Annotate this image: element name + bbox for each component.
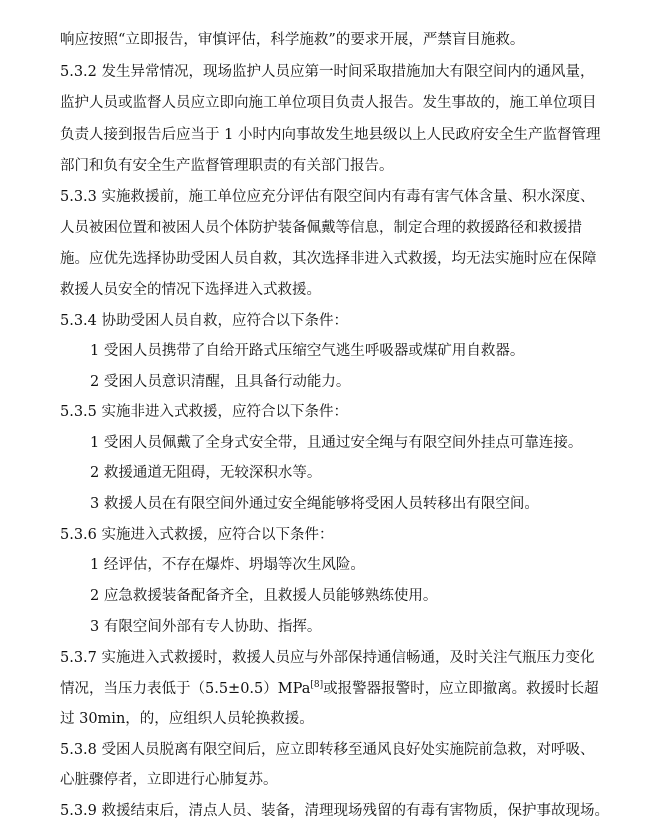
clause-5-3-2-line-2: 监护人员或监督人员应立即向施工单位项目负责人报告。发生事故的，施工单位项目: [60, 95, 597, 111]
clause-5-3-6-item-1: 1 经评估，不存在爆炸、坍塌等次生风险。: [90, 557, 365, 573]
clause-5-3-2-line-1: 5.3.2 发生异常情况，现场监护人员应第一时间采取措施加大有限空间内的通风量，: [60, 64, 595, 80]
clause-5-3-6-heading: 5.3.6 实施进入式救援，应符合以下条件：: [60, 527, 334, 543]
text-line: 响应按照“立即报告，审慎评估，科学施救”的要求开展，严禁盲目施救。: [60, 32, 525, 48]
clause-5-3-8-line-2: 心脏骤停者，立即进行心肺复苏。: [60, 772, 278, 788]
reference-mark: [8]: [310, 680, 324, 691]
clause-5-3-4-item-1: 1 受困人员携带了自给开路式压缩空气逃生呼吸器或煤矿用自救器。: [90, 343, 525, 359]
clause-5-3-5-item-2: 2 救援通道无阻碍，无较深积水等。: [90, 465, 322, 481]
clause-5-3-6-item-2: 2 应急救援装备配备齐全，且救援人员能够熟练使用。: [90, 588, 438, 604]
clause-5-3-6-item-3: 3 有限空间外部有专人协助、指挥。: [90, 619, 322, 635]
clause-5-3-7-line-3: 过 30min，的，应组织人员轮换救援。: [60, 711, 314, 727]
clause-5-3-8-line-1: 5.3.8 受困人员脱离有限空间后，应立即转移至通风良好处实施院前急救，对呼吸、: [60, 742, 595, 758]
clause-5-3-5-heading: 5.3.5 实施非进入式救援，应符合以下条件：: [60, 404, 349, 420]
clause-5-3-7-line-2-after: 或报警器报警时，应立即撤离。救援时长超: [323, 681, 599, 697]
clause-5-3-2-line-4: 部门和负有安全生产监督管理职责的有关部门报告。: [60, 158, 394, 174]
clause-5-3-5-item-3: 3 救援人员在有限空间外通过安全绳能够将受困人员转移出有限空间。: [90, 496, 539, 512]
clause-5-3-7-line-2-before: 情况，当压力表低于（5.5±0.5）MPa: [60, 681, 311, 697]
clause-5-3-5-item-1: 1 受困人员佩戴了全身式安全带，且通过安全绳与有限空间外挂点可靠连接。: [90, 435, 583, 451]
clause-5-3-9-line-1: 5.3.9 救援结束后，清点人员、装备，清理现场残留的有毒有害物质，保护事故现场。: [60, 803, 610, 819]
clause-5-3-3-line-1: 5.3.3 实施救援前，施工单位应充分评估有限空间内有毒有害气体含量、积水深度、: [60, 189, 595, 205]
clause-5-3-7-line-1: 5.3.7 实施进入式救援时，救援人员应与外部保持通信畅通，及时关注气瓶压力变化: [60, 650, 595, 666]
clause-5-3-3-line-4: 救援人员安全的情况下选择进入式救援。: [60, 282, 321, 298]
clause-5-3-3-line-2: 人员被困位置和被困人员个体防护装备佩戴等信息，制定合理的救援路径和救援措: [60, 220, 582, 236]
clause-5-3-7-line-2: [60, 679, 599, 699]
clause-5-3-2-line-3: 负责人接到报告后应当于 1 小时内向事故发生地县级以上人民政府安全生产监督管理: [60, 127, 601, 143]
clause-5-3-4-heading: 5.3.4 协助受困人员自救，应符合以下条件：: [60, 313, 349, 329]
clause-5-3-4-item-2: 2 受困人员意识清醒，且具备行动能力。: [90, 374, 351, 390]
clause-5-3-3-line-3: 施。应优先选择协助受困人员自救，其次选择非进入式救援，均无法实施时应在保障: [60, 251, 597, 267]
